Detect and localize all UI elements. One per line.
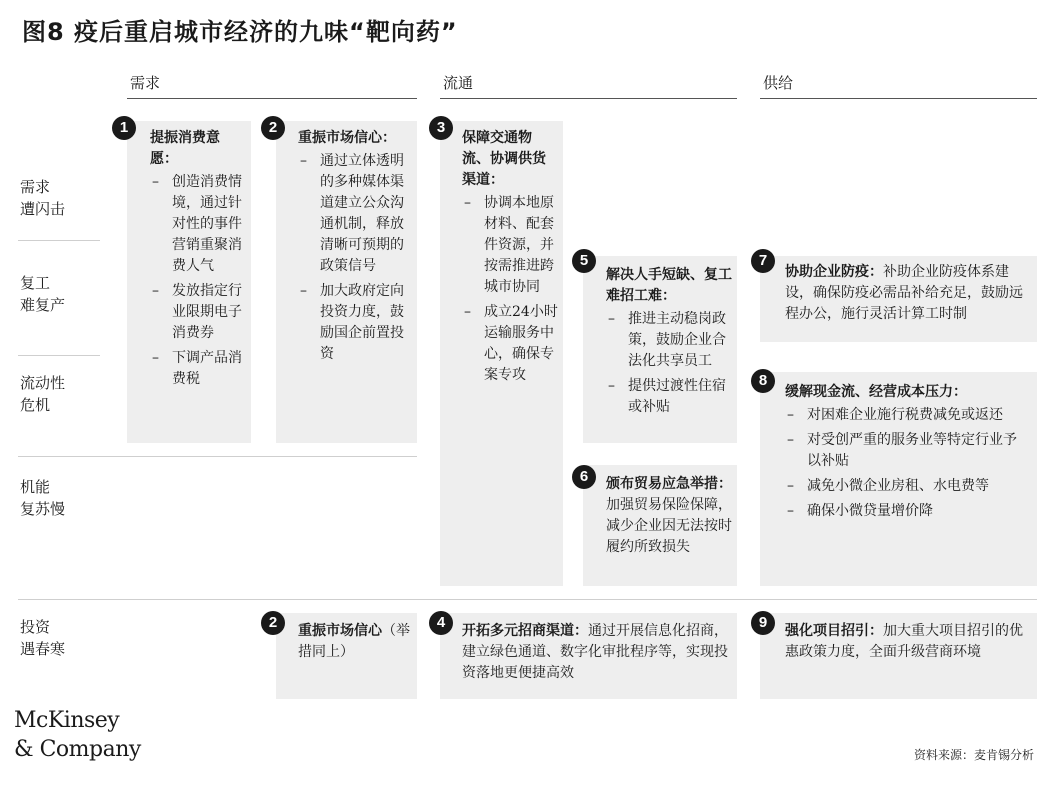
measure-body-4: 通过开展信息化招商，建立绿色通道、数字化审批程序等，实现投资落地更便捷高效 — [462, 623, 728, 681]
measure-bullet: – 减免小微企业房租、水电费等 — [785, 476, 1023, 497]
measure-heading-1: 提振消费意愿： — [150, 130, 220, 167]
measure-heading-6: 颁布贸易应急举措： — [606, 476, 732, 492]
number-badge-1: 1 — [112, 116, 136, 140]
row-label-slow-recovery: 机能 复苏慢 — [20, 478, 66, 518]
measure-text-5 — [606, 265, 732, 422]
measure-heading-5: 解决人手短缺、复工难招工难： — [606, 267, 732, 304]
measure-body-6: 加强贸易保险保障，减少企业因无法按时履约所致损失 — [606, 497, 732, 555]
measure-bullet: – 对受创严重的服务业等特定行业予以补贴 — [785, 430, 1023, 472]
column-rule-circulation — [440, 98, 737, 99]
measure-body-7: 补助企业防疫体系建设，确保防疫必需品补给充足，鼓励远程办公，施行灵活计算工时制 — [785, 264, 1023, 322]
measure-text-3 — [462, 128, 558, 390]
measure-text-4 — [462, 621, 734, 684]
measure-bullet: – 创造消费情境，通过针对性的事件营销重聚消费人气 — [150, 172, 244, 277]
measure-heading-9: 强化项目招引： — [785, 623, 883, 639]
number-badge-2-repeat: 2 — [261, 611, 285, 635]
row-label-resumption: 复工 难复产 — [20, 274, 66, 314]
row-separator — [18, 240, 100, 241]
row-label-liquidity: 流动性 危机 — [20, 374, 66, 414]
column-rule-demand — [127, 98, 417, 99]
row-separator — [18, 355, 100, 356]
column-header-supply: 供给 — [763, 74, 794, 92]
measure-text-6 — [606, 474, 732, 558]
measure-bullet: – 对困难企业施行税费减免或返还 — [785, 405, 1023, 426]
measure-heading-4: 开拓多元招商渠道： — [462, 623, 588, 639]
measure-text-2 — [298, 128, 412, 369]
measure-body-2-repeat: （举措同上） — [298, 623, 410, 660]
mckinsey-logo: McKinsey & Company — [14, 708, 141, 762]
measure-bullet: – 成立24小时运输服务中心，确保专案专攻 — [462, 302, 558, 386]
figure-title: 图8 疫后重启城市经济的九味“靶向药” — [22, 18, 458, 46]
row-separator — [18, 599, 1037, 600]
number-badge-6: 6 — [572, 465, 596, 489]
number-badge-9: 9 — [751, 611, 775, 635]
column-header-demand: 需求 — [130, 74, 161, 92]
number-badge-8: 8 — [751, 369, 775, 393]
measure-text-7 — [785, 262, 1031, 325]
column-rule-supply — [760, 98, 1037, 99]
measure-text-1 — [150, 128, 244, 394]
number-badge-4: 4 — [429, 611, 453, 635]
column-header-circulation: 流通 — [443, 74, 474, 92]
number-badge-2: 2 — [261, 116, 285, 140]
measure-text-9 — [785, 621, 1031, 663]
row-label-demand-shock: 需求 遭闪击 — [20, 178, 66, 218]
measure-text-2-repeat — [298, 621, 410, 663]
number-badge-7: 7 — [751, 249, 775, 273]
measure-heading-3: 保障交通物流、协调供货渠道： — [462, 130, 546, 188]
measure-body-9: 加大重大项目招引的优惠政策力度，全面升级营商环境 — [785, 623, 1023, 660]
measure-heading-2-repeat: 重振市场信心 — [298, 623, 382, 639]
measure-bullet: – 推进主动稳岗政策，鼓励企业合法化共享员工 — [606, 309, 732, 372]
measure-bullet: – 通过立体透明的多种媒体渠道建立公众沟通机制，释放清晰可预期的政策信号 — [298, 151, 412, 277]
measure-heading-2: 重振市场信心： — [298, 130, 396, 146]
measure-bullet: – 发放指定行业限期电子消费券 — [150, 281, 244, 344]
source-note: 资料来源：麦肯锡分析 — [913, 748, 1034, 762]
measure-bullet: – 下调产品消费税 — [150, 348, 244, 390]
row-separator — [18, 456, 417, 457]
measure-heading-7: 协助企业防疫： — [785, 264, 883, 280]
measure-bullet: – 协调本地原材料、配套件资源，并按需推进跨城市协同 — [462, 193, 558, 298]
measure-bullet: – 确保小微贷量增价降 — [785, 501, 1023, 522]
measure-bullet: – 加大政府定向投资力度，鼓励国企前置投资 — [298, 281, 412, 365]
row-label-investment-chill: 投资 遇春寒 — [20, 618, 66, 658]
number-badge-5: 5 — [572, 249, 596, 273]
measure-bullet: – 提供过渡性住宿或补贴 — [606, 376, 732, 418]
measure-text-8 — [785, 382, 1023, 526]
measure-heading-8: 缓解现金流、经营成本压力： — [785, 384, 967, 400]
number-badge-3: 3 — [429, 116, 453, 140]
